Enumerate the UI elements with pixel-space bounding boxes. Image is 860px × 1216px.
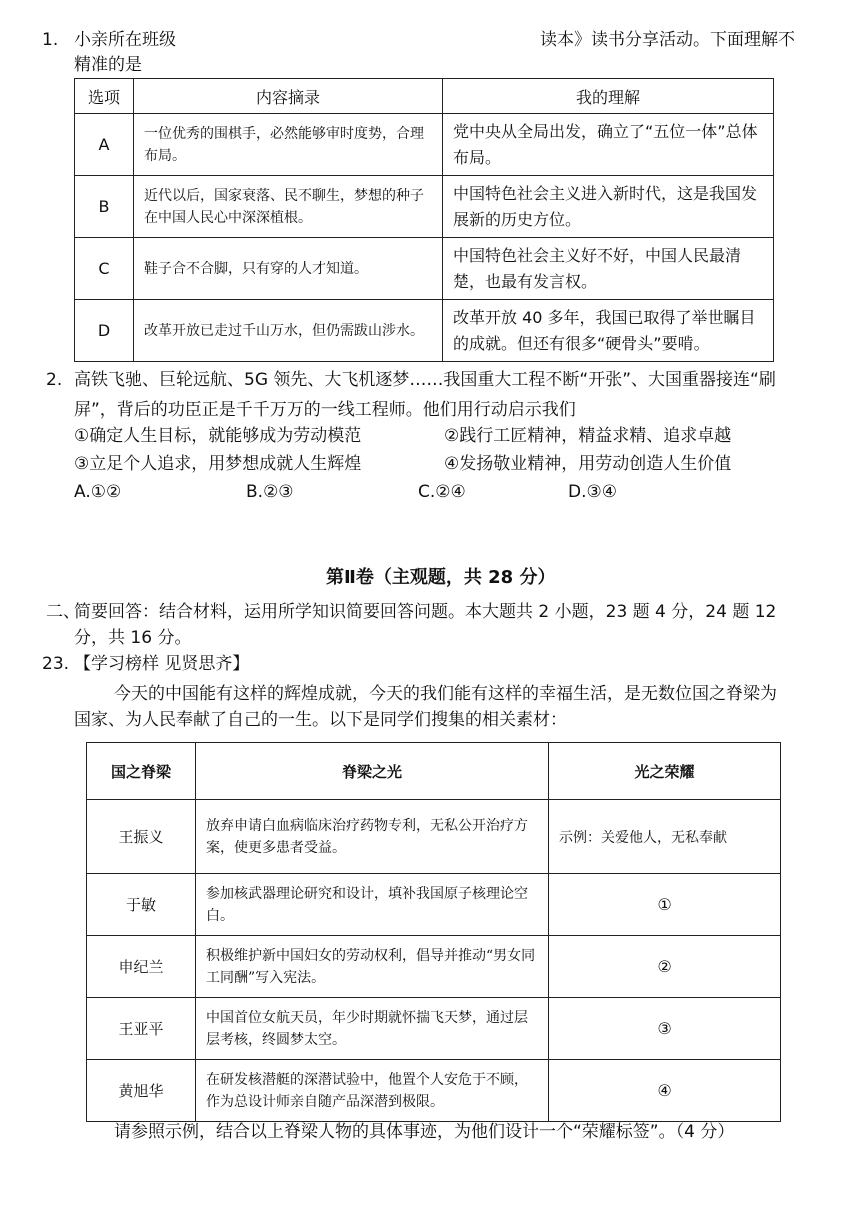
table-row bbox=[87, 998, 781, 1060]
q1-table bbox=[74, 78, 774, 362]
person-name: 于敏 bbox=[87, 874, 196, 936]
q2-number: 2. bbox=[46, 370, 63, 390]
honor-label: ③ bbox=[549, 998, 781, 1060]
row-option: A bbox=[75, 114, 134, 176]
row-excerpt: 鞋子合不合脚，只有穿的人才知道。 bbox=[134, 238, 443, 300]
row-option: B bbox=[75, 176, 134, 238]
person-name: 申纪兰 bbox=[87, 936, 196, 998]
row-understanding: 党中央从全局出发，确立了“五位一体”总体布局。 bbox=[443, 114, 774, 176]
table-row bbox=[87, 1060, 781, 1122]
person-deed: 参加核武器理论研究和设计，填补我国原子核理论空白。 bbox=[196, 874, 549, 936]
q1-number: 1. bbox=[42, 30, 59, 50]
q23-topic: 【学习榜样 见贤思齐】 bbox=[74, 654, 250, 674]
table-row bbox=[75, 176, 774, 238]
header-understanding: 我的理解 bbox=[443, 79, 774, 114]
table-header-row bbox=[75, 79, 774, 114]
honor-label: 示例：关爱他人，无私奉献 bbox=[549, 800, 781, 874]
table-header-row bbox=[87, 743, 781, 800]
part-instructions-line2: 分，共 16 分。 bbox=[74, 628, 192, 648]
row-excerpt: 近代以后，国家衰落、民不聊生，梦想的种子在中国人民心中深深植根。 bbox=[134, 176, 443, 238]
table-row bbox=[75, 238, 774, 300]
q2-choice-b: B.②③ bbox=[246, 482, 294, 502]
row-excerpt: 改革开放已走过千山万水，但仍需跋山涉水。 bbox=[134, 300, 443, 362]
q2-choice-a: A.①② bbox=[74, 482, 122, 502]
person-name: 黄旭华 bbox=[87, 1060, 196, 1122]
q2-line1: 高铁飞驰、巨轮远航、5G 领先、大飞机逐梦……我国重大工程不断“开张”、大国重器接连“刷 bbox=[74, 370, 776, 390]
person-deed: 积极维护新中国妇女的劳动权利，倡导并推动“男女同工同酬”写入宪法。 bbox=[196, 936, 549, 998]
q2-statement-4: ④发扬敬业精神，用劳动创造人生价值 bbox=[444, 454, 732, 474]
person-deed: 中国首位女航天员，年少时期就怀揣飞天梦，通过层层考核，终圆梦太空。 bbox=[196, 998, 549, 1060]
row-understanding: 中国特色社会主义好不好，中国人民最清楚，也最有发言权。 bbox=[443, 238, 774, 300]
q1-stem-line2: 精准的是 bbox=[74, 55, 142, 75]
row-option: D bbox=[75, 300, 134, 362]
q23-intro-line2: 国家、为人民奉献了自己的一生。以下是同学们搜集的相关素材： bbox=[74, 710, 567, 730]
table-row bbox=[75, 114, 774, 176]
q2-choice-c: C.②④ bbox=[418, 482, 466, 502]
q23-table bbox=[86, 742, 781, 1122]
q2-line2: 屏”，背后的功臣正是千千万万的一线工程师。他们用行动启示我们 bbox=[74, 400, 576, 420]
honor-label: ② bbox=[549, 936, 781, 998]
obscured-text-region bbox=[180, 30, 280, 50]
q23-prompt: 请参照示例，结合以上脊梁人物的具体事迹，为他们设计一个“荣耀标签”。（4 分） bbox=[114, 1122, 735, 1142]
q2-statement-3: ③立足个人追求，用梦想成就人生辉煌 bbox=[74, 454, 362, 474]
part-label: 二、 bbox=[46, 602, 80, 622]
q1-stem-start: 小亲所在班级 bbox=[74, 30, 176, 50]
person-name: 王振义 bbox=[87, 800, 196, 874]
row-understanding: 改革开放 40 多年，我国已取得了举世瞩目的成就。但还有很多“硬骨头”要啃。 bbox=[443, 300, 774, 362]
person-name: 王亚平 bbox=[87, 998, 196, 1060]
header-deed: 脊梁之光 bbox=[196, 743, 549, 800]
q2-statement-2: ②践行工匠精神，精益求精、追求卓越 bbox=[444, 426, 732, 446]
header-name: 国之脊梁 bbox=[87, 743, 196, 800]
q1-stem-end: 读本》读书分享活动。下面理解不 bbox=[540, 30, 795, 50]
row-excerpt: 一位优秀的围棋手，必然能够审时度势，合理布局。 bbox=[134, 114, 443, 176]
table-row bbox=[87, 874, 781, 936]
header-excerpt: 内容摘录 bbox=[134, 79, 443, 114]
honor-label: ④ bbox=[549, 1060, 781, 1122]
honor-label: ① bbox=[549, 874, 781, 936]
q23-number: 23. bbox=[42, 654, 70, 674]
q2-choice-d: D.③④ bbox=[568, 482, 617, 502]
row-option: C bbox=[75, 238, 134, 300]
header-option: 选项 bbox=[75, 79, 134, 114]
person-deed: 放弃申请白血病临床治疗药物专利，无私公开治疗方案，使更多患者受益。 bbox=[196, 800, 549, 874]
row-understanding: 中国特色社会主义进入新时代，这是我国发展新的历史方位。 bbox=[443, 176, 774, 238]
table-row bbox=[87, 800, 781, 874]
q23-intro-line1: 今天的中国能有这样的辉煌成就，今天的我们能有这样的幸福生活，是无数位国之脊梁为 bbox=[114, 684, 777, 704]
person-deed: 在研发核潜艇的深潜试验中，他置个人安危于不顾，作为总设计师亲自随产品深潜到极限。 bbox=[196, 1060, 549, 1122]
table-row bbox=[87, 936, 781, 998]
part-instructions-line1: 简要回答：结合材料，运用所学知识简要回答问题。本大题共 2 小题，23 题 4 分，24 题 12 bbox=[74, 602, 777, 622]
q2-statement-1: ①确定人生目标，就能够成为劳动模范 bbox=[74, 426, 362, 446]
section-title: 第Ⅱ卷（主观题，共 28 分） bbox=[326, 567, 556, 588]
header-label: 光之荣耀 bbox=[549, 743, 781, 800]
table-row bbox=[75, 300, 774, 362]
